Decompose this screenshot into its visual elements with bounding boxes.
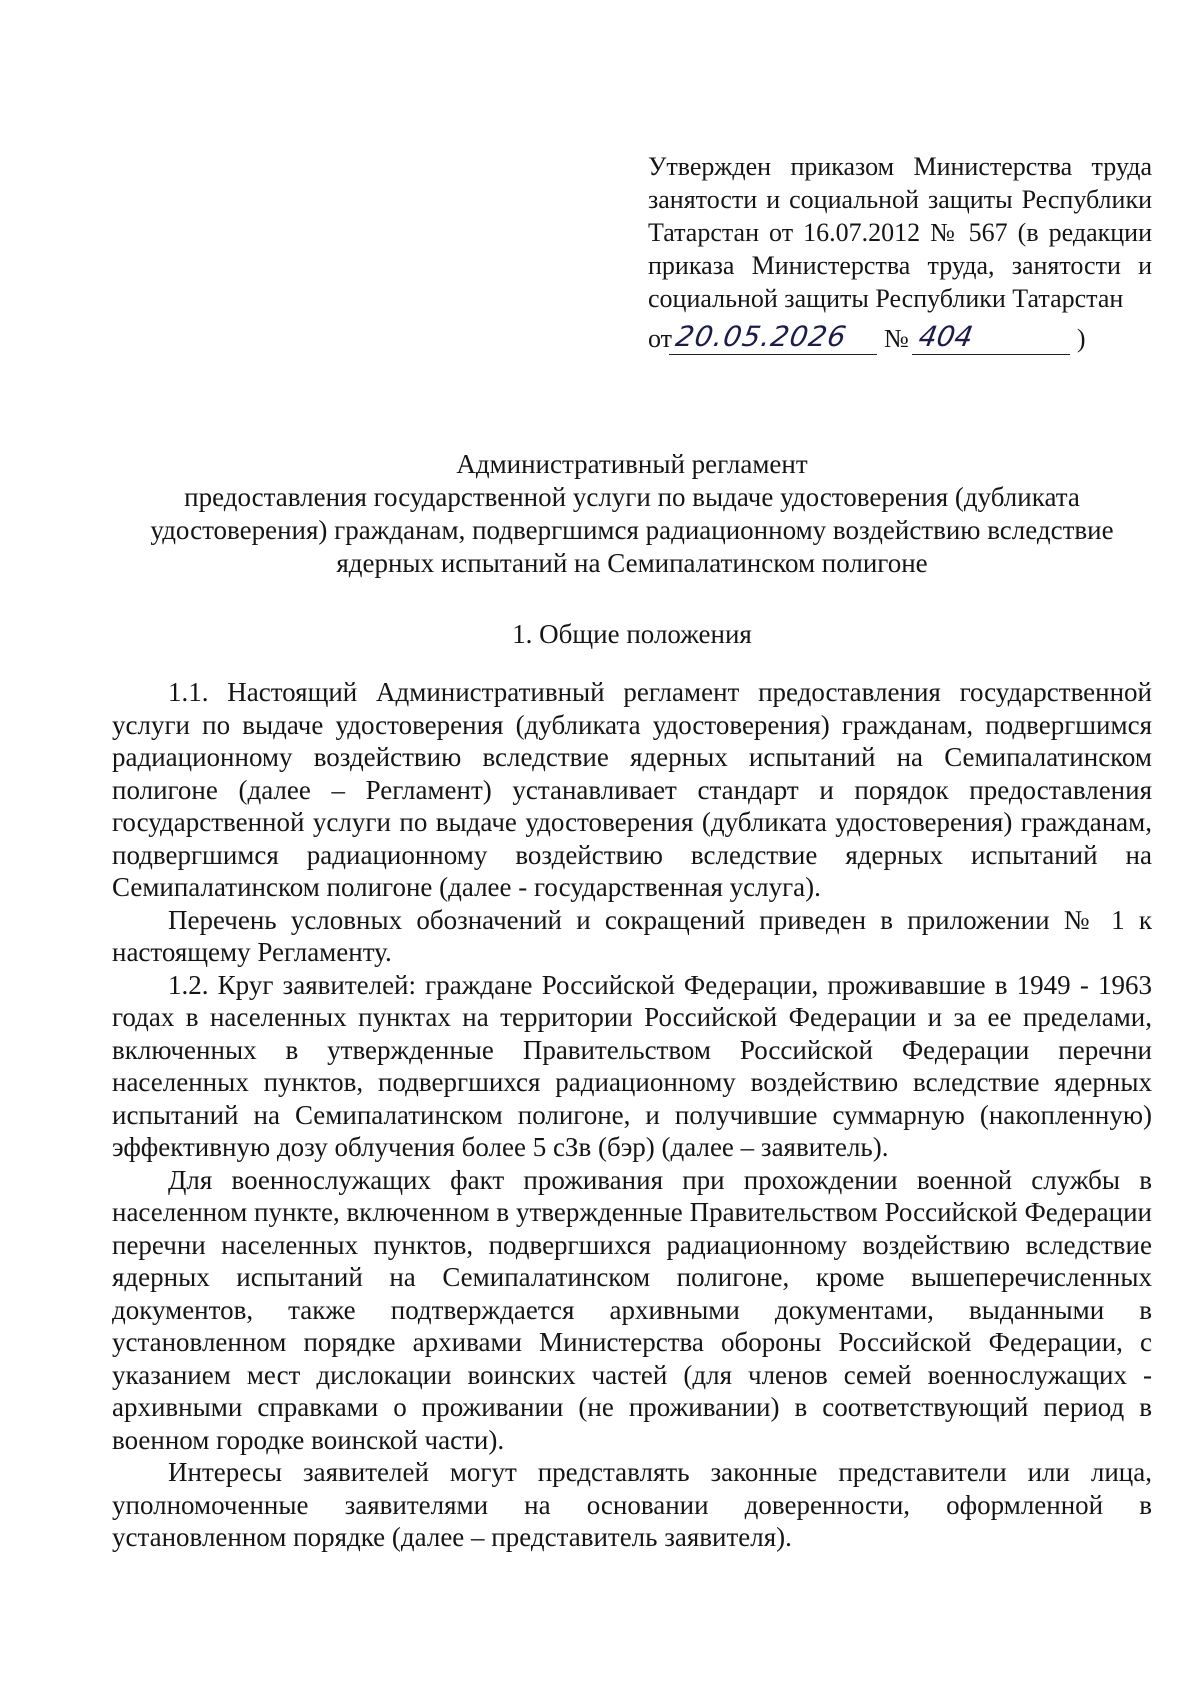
title-subtitle: предоставления государственной услуги по выдаче удостоверения (дубликата удостоверения) гражданам, подвергшимся радиационному воздействию вследствие ядерных испытаний на Семипалатинском полигоне xyxy=(150,482,1114,578)
from-label: от xyxy=(648,324,673,353)
handwritten-date: 20.05.2026 xyxy=(669,320,883,355)
approval-signature-line xyxy=(648,315,1152,355)
title-line-1: Административный регламент xyxy=(456,449,808,479)
approval-stamp-block xyxy=(648,150,1152,355)
handwritten-number: 404 xyxy=(912,320,1076,355)
approval-text: Утвержден приказом Министерства труда занятости и социальной защиты Республики Татарстан от 16.07.2012 № 567 (в редакции приказа Министерства труда, занятости и социальной защиты Республики Татарстан xyxy=(648,152,1152,313)
document-title xyxy=(112,448,1152,580)
paragraph-1-2: 1.2. Круг заявителей: граждане Российской Федерации, проживавшие в 1949 - 1963 годах в населенных пунктах на территории Российской Федерации и за ее пределами, включенных в утвержденные Правительством Российской Федерации перечни населенных пунктов, подвергшихся радиационному воздействию вследствие ядерных испытаний на Семипалатинском полигоне, и получившие суммарную (накопленную) эффективную дозу облучения более 5 сЗв (бэр) (далее – заявитель). xyxy=(112,969,1152,1162)
document-body xyxy=(112,676,1152,1554)
number-label: № xyxy=(884,324,909,353)
paragraph-representatives: Интересы заявителей могут представлять законные представители или лица, уполномоченные заявителями на основании доверенности, оформленной в установленном порядке (далее – представитель заявителя). xyxy=(112,1457,1152,1552)
paragraph-1-1: 1.1. Настоящий Административный регламент предоставления государственной услуги по выдаче удостоверения (дубликата удостоверения) гражданам, подвергшимся радиационному воздействию вследствие ядерных испытаний на Семипалатинском полигоне (далее – Регламент) устанавливает стандарт и порядок предоставления государственной услуги по выдаче удостоверения (дубликата удостоверения) гражданам, подвергшимся радиационному воздействию вследствие ядерных испытаний на Семипалатинском полигоне (далее - государственная услуга). xyxy=(112,677,1152,902)
closing-paren: ) xyxy=(1076,324,1086,353)
paragraph-military: Для военнослужащих факт проживания при прохождении военной службы в населенном пункте, включенном в утвержденные Правительством Российской Федерации перечни населенных пунктов, подвергшихся радиационному воздействию вследствие ядерных испытаний на Семипалатинском полигоне, кроме вышеперечисленных документов, также подтверждается архивными документами, выданными в установленном порядке архивами Министерства обороны Российской Федерации, с указанием мест дислокации воинских частей (для членов семей военнослужащих - архивными справками о проживании (не проживании) в соответствующий период в военном городке воинской части). xyxy=(112,1164,1152,1455)
section-heading: 1. Общие положения xyxy=(512,619,752,649)
paragraph-abbreviations: Перечень условных обозначений и сокращений приведен в приложении № 1 к настоящему Регламенту. xyxy=(112,904,1152,967)
